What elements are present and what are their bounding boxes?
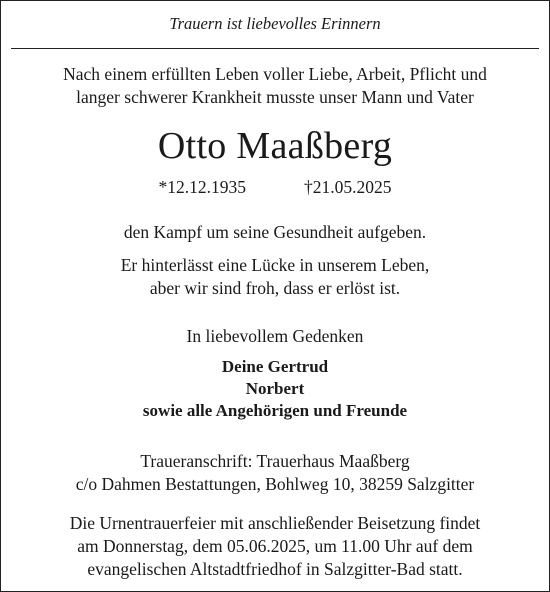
deceased-name: Otto Maaßberg [157,125,393,167]
ceremony-line-3: evangelischen Altstadtfriedhof in Salzgitter-Bad statt. [87,559,463,579]
intro-line-2: langer schwerer Krankheit musste unser Mann und Vater [76,87,474,107]
death-date: †21.05.2025 [304,177,392,197]
life-dates [1,177,549,198]
mourner-line-1: Deine Gertrud [221,357,329,376]
motto: Trauern ist liebevolles Erinnern [169,14,381,33]
birth-date: *12.12.1935 [158,177,246,197]
address-line-2: c/o Dahmen Bestattungen, Bohlweg 10, 38259 Salzgitter [75,474,475,494]
divider [11,48,539,49]
mourner-line-2: Norbert [245,379,305,398]
struggle-line: den Kampf um seine Gesundheit aufgeben. [123,222,427,242]
reflection-line-1: Er hinterlässt eine Lücke in unserem Leben, [120,255,430,275]
address-line-1: Traueranschrift: Trauerhaus Maaßberg [140,451,410,471]
intro-line-1: Nach einem erfüllten Leben voller Liebe, Arbeit, Pflicht und [63,64,487,84]
remembrance-line: In liebevollem Gedenken [186,326,364,346]
ceremony-line-2: am Donnerstag, dem 05.06.2025, um 11.00 Uhr auf dem [77,536,473,556]
ceremony-line-1: Die Urnentrauerfeier mit anschließender Beisetzung findet [69,513,481,533]
mourner-line-3: sowie alle Angehörigen und Freunde [142,401,408,420]
reflection-line-2: aber wir sind froh, dass er erlöst ist. [149,278,401,298]
